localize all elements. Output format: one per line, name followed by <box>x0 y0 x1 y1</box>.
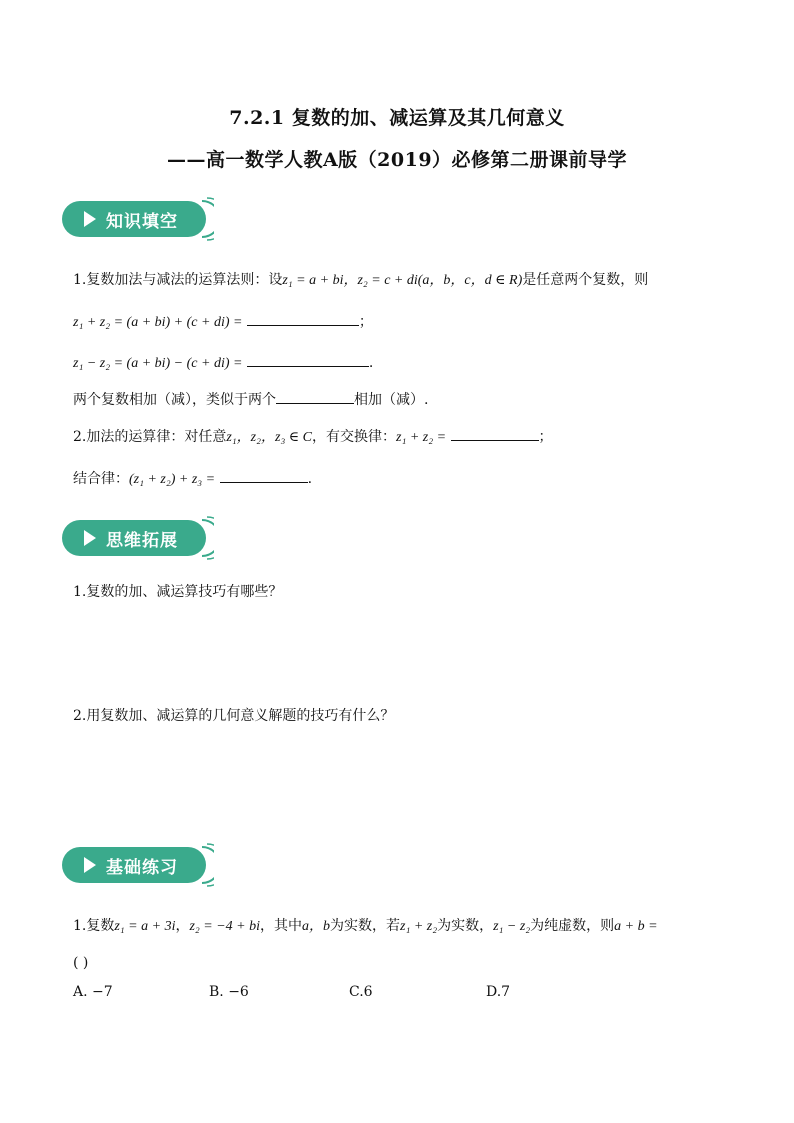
section-title: 知识填空 <box>106 212 178 232</box>
option-d[interactable]: D.7 <box>486 984 511 1000</box>
text: 2.加法的运算律：对任意 <box>73 429 227 445</box>
text: 是任意两个复数，则 <box>522 272 649 288</box>
text: 为实数， <box>437 918 494 934</box>
text: ； <box>358 314 373 330</box>
page-title: 7.2.1 复数的加、减运算及其几何意义 <box>229 107 565 129</box>
page-subtitle: ——高一数学人教A版（2019）必修第二册课前导学 <box>166 149 628 171</box>
formula: z₁，z₂，z₃ ∈ C <box>226 430 313 445</box>
answer-blank[interactable] <box>451 426 539 441</box>
formula: z₁ − z₂ = (a + bi) − (c + di) = <box>73 356 243 371</box>
fill-line-3 <box>73 352 373 374</box>
question-2: 2.用复数加、减运算的几何意义解题的技巧有什么？ <box>73 708 395 724</box>
text: ， <box>175 918 190 934</box>
formula: z₁ = a + bi，z₂ = c + di(a，b，c，d ∈ R) <box>282 273 523 288</box>
section-banner-knowledge <box>62 197 214 241</box>
formula: a，b <box>302 919 331 934</box>
practice-question-1 <box>73 916 658 937</box>
answer-blank[interactable] <box>247 352 369 367</box>
section-banner-expand <box>62 516 214 560</box>
text: 为纯虚数，则 <box>530 918 615 934</box>
text: ； <box>538 429 553 445</box>
formula: (z₁ + z₂) + z₃ = <box>129 472 216 487</box>
formula: z₁ − z₂ <box>493 919 531 934</box>
formula: z₁ = a + 3i <box>114 919 176 934</box>
fill-line-6 <box>73 468 312 490</box>
formula: z₁ + z₂ = (a + bi) + (c + di) = <box>73 315 243 330</box>
answer-parentheses: ( ) <box>73 955 89 971</box>
text: 为实数，若 <box>330 918 401 934</box>
fill-line-4 <box>73 389 428 410</box>
text: 相加（减）. <box>354 392 429 408</box>
question-1: 1.复数的加、减运算技巧有哪些？ <box>73 584 283 600</box>
section-title: 基础练习 <box>106 858 178 878</box>
text: 1.复数加法与减法的运算法则：设 <box>73 272 283 288</box>
answer-blank[interactable] <box>276 389 354 404</box>
formula: z₁ + z₂ <box>400 919 438 934</box>
formula: z₁ + z₂ = <box>396 430 447 445</box>
formula: z₂ = −4 + bi <box>189 919 261 934</box>
formula: a + b = <box>614 919 658 934</box>
fill-line-5 <box>73 426 553 448</box>
text: ，其中 <box>260 918 303 934</box>
option-a[interactable]: A. −7 <box>73 984 113 1000</box>
answer-blank[interactable] <box>247 311 359 326</box>
text: . <box>307 471 313 487</box>
option-c[interactable]: C.6 <box>349 984 373 1000</box>
text: ，有交换律： <box>312 429 397 445</box>
option-b[interactable]: B. −6 <box>209 984 249 1000</box>
answer-blank[interactable] <box>220 468 308 483</box>
text: 1.复数 <box>73 918 115 934</box>
text: 结合律： <box>73 471 129 487</box>
section-title: 思维拓展 <box>106 531 178 551</box>
text: . <box>368 355 374 371</box>
fill-line-2 <box>73 311 373 333</box>
text: 两个复数相加（减），类似于两个 <box>73 392 276 408</box>
fill-line-1 <box>73 270 648 291</box>
section-banner-practice <box>62 843 214 887</box>
